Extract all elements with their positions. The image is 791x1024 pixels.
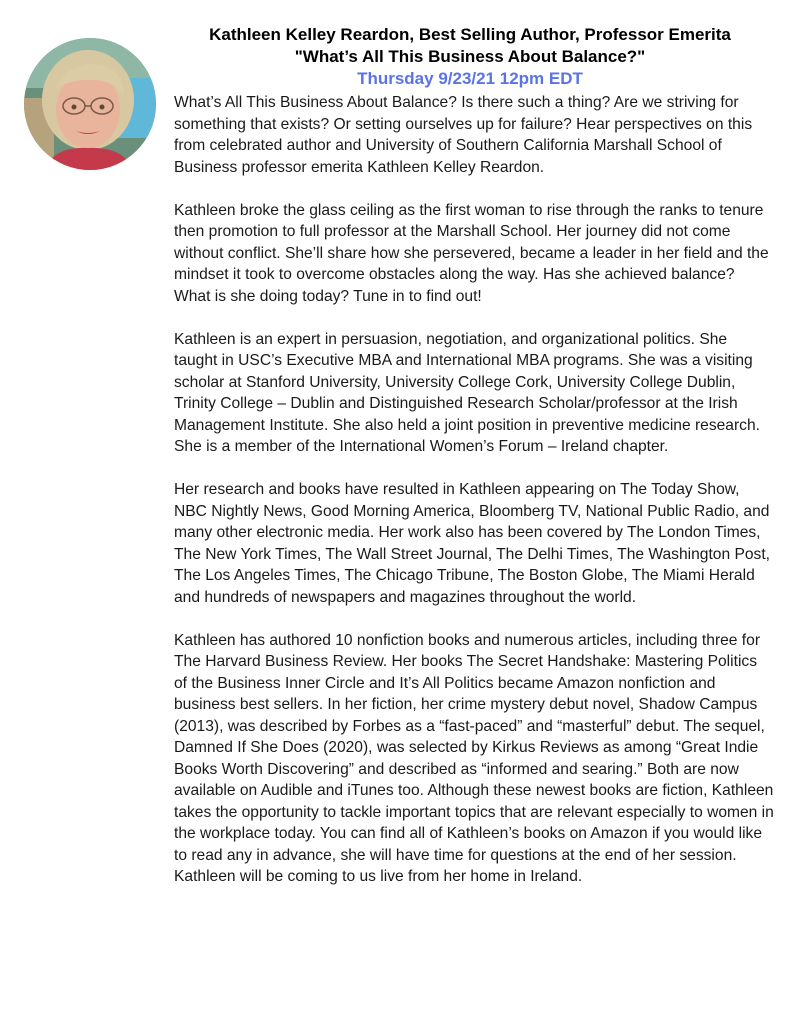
paragraph-glass-ceiling: Kathleen broke the glass ceiling as the first woman to rise through the ranks to tenure then promotion to full professor at the Marshall School. Her journey did not come without conflict. She’ll share how she persevered, became a leader in her field and the mindset it took to overcome obstacles along the way. Has she achieved balance? What is she doing today? Tune in to find out!: [174, 201, 769, 305]
event-header: [150, 24, 790, 90]
event-description: [174, 92, 774, 909]
avatar: [24, 38, 156, 170]
portrait-photo: [24, 38, 156, 170]
paragraph-media: Her research and books have resulted in Kathleen appearing on The Today Show, NBC Nightly News, Good Morning America, Bloomberg TV, National Public Radio, and many other electronic media. Her work also has been covered by The London Times, The New York Times, The Wall Street Journal, The Delhi Times, The Washington Post, The Los Angeles Times, The Chicago Tribune, The Boston Globe, The Miami Herald and hundreds of newspapers and magazines throughout the world.: [174, 481, 771, 606]
paragraph-books: Kathleen has authored 10 nonfiction books and numerous articles, including three for The Harvard Business Review. Her books The Secret Handshake: Mastering Politics of the Business Inner Circle and It’s All Politics became Amazon nonfiction and business best sellers. In her fiction, her crime mystery debut novel, Shadow Campus (2013), was described by Forbes as a “fast-paced” and “masterful” debut. The sequel, Damned If She Does (2020), was selected by Kirkus Reviews as among “Great Indie Books Worth Discovering” and described as “informed and searing.” Both are now available on Audible and iTunes too. Although these newest books are fiction, Kathleen takes the opportunity to tackle important topics that are relevant especially to women in the workplace today. You can find all of Kathleen’s books on Amazon if you would like to read any in advance, she will have time for questions at the end of her session. Kathleen will be coming to us live from her home in Ireland.: [174, 631, 774, 885]
talk-title: "What’s All This Business About Balance?": [294, 47, 646, 66]
paragraph-expertise: Kathleen is an expert in persuasion, negotiation, and organizational politics. She taught in USC’s Executive MBA and International MBA programs. She was a visiting scholar at Stanford University, University College Cork, University College Dublin, Trinity College – Dublin and Distinguished Research Scholar/professor at the Irish Management Institute. She also held a joint position in preventive medicine research. She is a member of the International Women’s Forum – Ireland chapter.: [174, 330, 760, 455]
speaker-title: Kathleen Kelley Reardon, Best Selling Author, Professor Emerita: [209, 25, 731, 44]
event-date: Thursday 9/23/21 12pm EDT: [357, 69, 583, 88]
paragraph-intro: What’s All This Business About Balance? Is there such a thing? Are we striving for something that exists? Or setting ourselves up for failure? Hear perspectives on this from celebrated author and University of Southern California Marshall School of Business professor emerita Kathleen Kelley Reardon.: [174, 94, 753, 176]
